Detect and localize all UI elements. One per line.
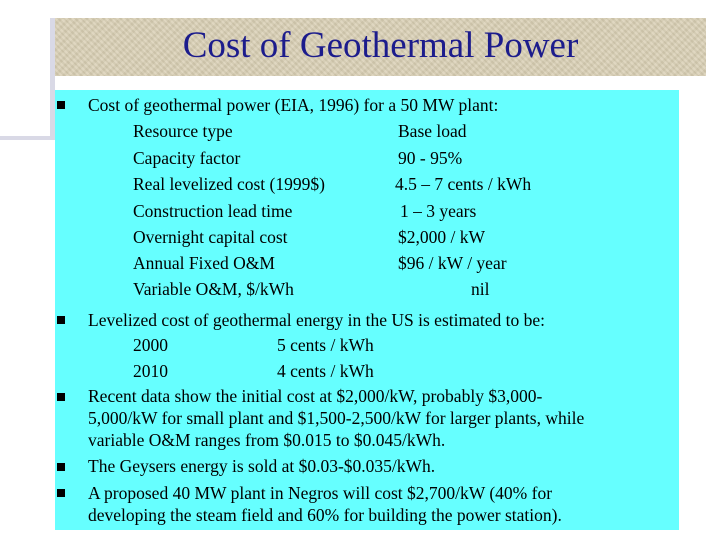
bullet-5-line-1: A proposed 40 MW plant in Negros will cost $2,700/kW (40% for xyxy=(88,483,553,503)
bullet-5-line-2: developing the steam field and 60% for building the power station). xyxy=(88,505,562,525)
table2-value: 4 cents / kWh xyxy=(277,361,374,381)
table1-label: Real levelized cost (1999$) xyxy=(133,174,325,194)
bullet-marker xyxy=(57,489,67,499)
bullet-1-text: Cost of geothermal power (EIA, 1996) for a 50 MW plant: xyxy=(88,95,499,115)
table1-label: Annual Fixed O&M xyxy=(133,253,275,273)
table2-value: 5 cents / kWh xyxy=(277,335,374,355)
bullet-2-text: Levelized cost of geothermal energy in the US is estimated to be: xyxy=(88,310,545,330)
table1-value: Base load xyxy=(398,121,467,141)
bullet-marker xyxy=(57,393,67,403)
bullet-marker xyxy=(57,316,67,326)
decorative-horizontal-bar xyxy=(0,136,55,140)
table1-label: Variable O&M, $/kWh xyxy=(133,279,294,299)
table1-label: Capacity factor xyxy=(133,148,241,168)
bullet-marker xyxy=(57,101,67,111)
table1-value: 4.5 – 7 cents / kWh xyxy=(395,174,532,194)
bullet-3-line-2: 5,000/kW for small plant and $1,500-2,500/kW for larger plants, while xyxy=(88,408,585,428)
table1-value: 1 – 3 years xyxy=(400,201,477,221)
table1-label: Resource type xyxy=(133,121,233,141)
bullet-3-line-1: Recent data show the initial cost at $2,000/kW, probably $3,000- xyxy=(88,386,543,406)
table2-year: 2000 xyxy=(133,335,168,355)
table1-value: $2,000 / kW xyxy=(398,227,486,247)
table1-label: Construction lead time xyxy=(133,201,293,221)
table2-year: 2010 xyxy=(133,361,168,381)
slide-title: Cost of Geothermal Power xyxy=(182,25,579,66)
table1-value: $96 / kW / year xyxy=(398,253,507,273)
table1-label: Overnight capital cost xyxy=(133,227,288,247)
table1-value: nil xyxy=(471,279,490,299)
bullet-4-text: The Geysers energy is sold at $0.03-$0.035/kWh. xyxy=(88,456,436,476)
bullet-marker xyxy=(57,463,67,473)
table1-value: 90 - 95% xyxy=(398,148,463,168)
bullet-3-line-3: variable O&M ranges from $0.015 to $0.045/kWh. xyxy=(88,430,446,450)
